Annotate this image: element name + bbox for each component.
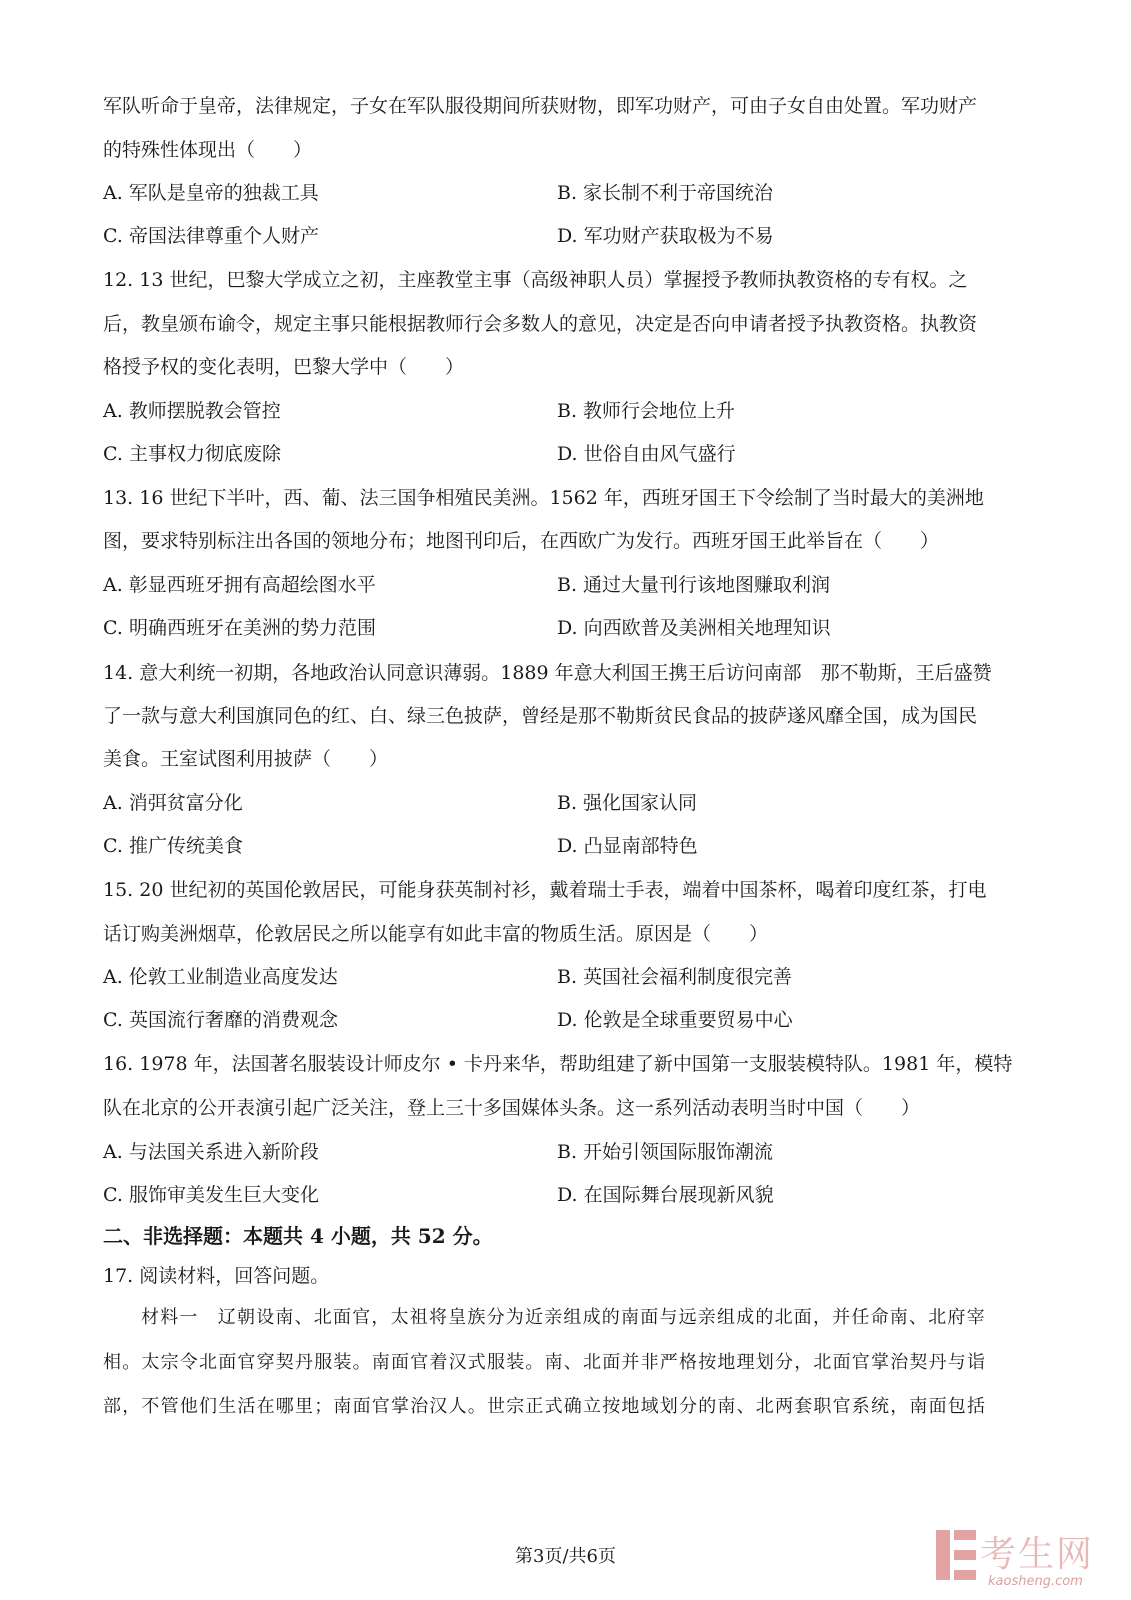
q12-option-b: B. 教师行会地位上升 [557, 400, 736, 422]
q11-option-b: B. 家长制不利于帝国统治 [557, 182, 774, 204]
q13-option-d: D. 向西欧普及美洲相关地理知识 [557, 617, 831, 639]
q12-option-c: C. 主事权力彻底废除 [103, 443, 281, 465]
page-number: 第3页/共6页 [515, 1546, 616, 1567]
watermark-logo [936, 1524, 1126, 1594]
q15-text-line-2: 话订购美洲烟草，伦敦居民之所以能享有如此丰富的物质生活。原因是（ ） [103, 923, 769, 945]
q13-text-line-1: 13. 16 世纪下半叶，西、葡、法三国争相殖民美洲。1562 年，西班牙国王下令绘制了当时最大的美洲地 [103, 487, 984, 509]
q17-material-line-2: 相。太宗令北面官穿契丹服装。南面官着汉式服装。南、北面并非严格按地理划分，北面官掌治契丹与诣 [103, 1352, 987, 1373]
q17-material-line-1: 材料一 辽朝设南、北面官，太祖将皇族分为近亲组成的南面与远亲组成的北面，并任命南、北府宰 [141, 1307, 986, 1328]
q11-option-c: C. 帝国法律尊重个人财产 [103, 225, 319, 247]
q12-text-line-2: 后，教皇颁布谕令，规定主事只能根据教师行会多数人的意见，决定是否向申请者授予执教资格。执教资 [103, 313, 978, 335]
q11-option-d: D. 军功财产获取极为不易 [557, 225, 774, 247]
section-heading: 二、非选择题：本题共 4 小题，共 52 分。 [103, 1224, 493, 1248]
q14-text-line-1: 14. 意大利统一初期，各地政治认同意识薄弱。1889 年意大利国王携王后访问南部 那不勒斯，王后盛赞 [103, 662, 992, 684]
q16-option-b: B. 开始引领国际服饰潮流 [557, 1141, 774, 1163]
q14-option-b: B. 强化国家认同 [557, 792, 698, 814]
q12-text-line-1: 12. 13 世纪，巴黎大学成立之初，主座教堂主事（高级神职人员）掌握授予教师执教资格的专有权。之 [103, 269, 968, 291]
q13-text-line-2: 图，要求特别标注出各国的领地分布；地图刊印后，在西欧广为发行。西班牙国王此举旨在（ ） [103, 530, 940, 552]
watermark-url: kaosheng.com [988, 1574, 1083, 1589]
q16-text-line-2: 队在北京的公开表演引起广泛关注，登上三十多国媒体头条。这一系列活动表明当时中国（ ） [103, 1097, 921, 1119]
q15-option-a: A. 伦敦工业制造业高度发达 [103, 966, 338, 988]
q11-text-line-1: 军队听命于皇帝，法律规定，子女在军队服役期间所获财物，即军功财产，可由子女自由处置。军功财产 [103, 95, 978, 117]
q13-option-a: A. 彰显西班牙拥有高超绘图水平 [103, 574, 376, 596]
q14-text-line-2: 了一款与意大利国旗同色的红、白、绿三色披萨，曾经是那不勒斯贫民食品的披萨遂风靡全国，成为国民 [103, 705, 978, 727]
q13-option-b: B. 通过大量刊行该地图赚取利润 [557, 574, 831, 596]
q11-option-a: A. 军队是皇帝的独裁工具 [103, 182, 319, 204]
q16-option-d: D. 在国际舞台展现新风貌 [557, 1184, 774, 1206]
q12-text-line-3: 格授予权的变化表明，巴黎大学中（ ） [103, 356, 465, 378]
q11-text-line-2: 的特殊性体现出（ ） [103, 139, 313, 161]
q14-text-line-3: 美食。王室试图利用披萨（ ） [103, 748, 389, 770]
q13-option-c: C. 明确西班牙在美洲的势力范围 [103, 617, 376, 639]
q15-text-line-1: 15. 20 世纪初的英国伦敦居民，可能身获英制衬衫，戴着瑞士手表，端着中国茶杯，喝着印度红茶，打电 [103, 879, 987, 901]
watermark-brand: 考生网 [980, 1534, 1095, 1575]
q12-option-a: A. 教师摆脱教会管控 [103, 400, 281, 422]
q15-option-d: D. 伦敦是全球重要贸易中心 [557, 1009, 793, 1031]
q17-intro: 17. 阅读材料，回答问题。 [103, 1265, 330, 1287]
q14-option-d: D. 凸显南部特色 [557, 835, 698, 857]
q12-option-d: D. 世俗自由风气盛行 [557, 443, 736, 465]
watermark-mark-icon [936, 1530, 976, 1580]
q16-option-a: A. 与法国关系进入新阶段 [103, 1141, 319, 1163]
q16-option-c: C. 服饰审美发生巨大变化 [103, 1184, 319, 1206]
q17-material-line-3: 部，不管他们生活在哪里；南面官掌治汉人。世宗正式确立按地域划分的南、北两套职官系统，南面包括 [103, 1396, 987, 1417]
q14-option-c: C. 推广传统美食 [103, 835, 243, 857]
q16-text-line-1: 16. 1978 年，法国著名服装设计师皮尔 • 卡丹来华，帮助组建了新中国第一支服装模特队。1981 年，模特 [103, 1053, 1013, 1075]
q15-option-b: B. 英国社会福利制度很完善 [557, 966, 793, 988]
q14-option-a: A. 消弭贫富分化 [103, 792, 243, 814]
q15-option-c: C. 英国流行奢靡的消费观念 [103, 1009, 338, 1031]
